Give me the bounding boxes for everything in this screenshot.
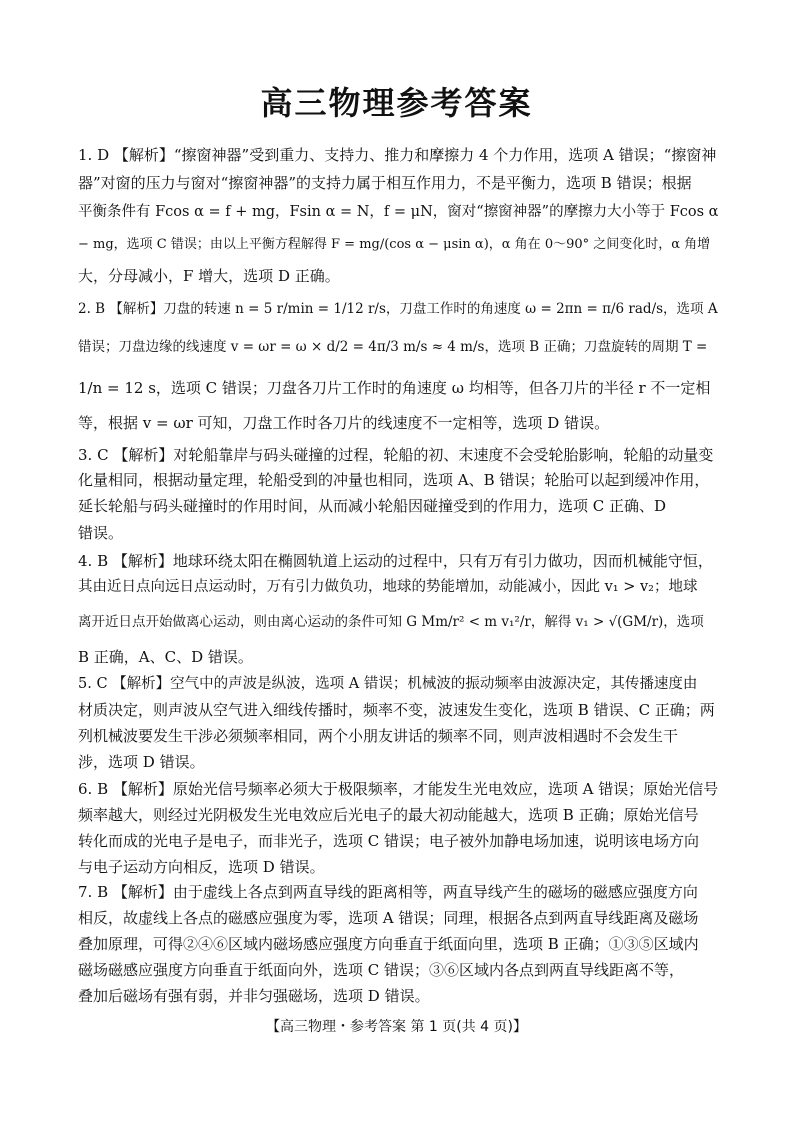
answer-6-line-4: 与电子运动方向相反，选项 D 错误。 xyxy=(78,858,325,876)
answer-1-line-4: − mg，选项 C 错误；由以上平衡方程解得 F = mg/(cos α − μsin α)，α 角在 0～90° 之间变化时，α 角增 xyxy=(78,237,711,252)
answer-3-line-4: 错误。 xyxy=(78,524,124,542)
answer-6-line-1: 6. B 【解析】原始光信号频率必须大于极限频率，才能发生光电效应，选项 A 错误；原始光信号 xyxy=(78,780,719,798)
answer-4-line-2: 其由近日点向远日点运动时，万有引力做负功，地球的势能增加，动能减小，因此 v₁ > v₂；地球 xyxy=(78,579,698,595)
answer-3-line-3: 延长轮船与码头碰撞时的作用时间，从而减小轮船因碰撞受到的作用力，选项 C 正确、D xyxy=(78,497,667,515)
answer-2-line-2: 错误；刀盘边缘的线速度 v = ωr = ω × d/2 = 4π/3 m/s ≈ 4 m/s，选项 B 正确；刀盘旋转的周期 T = xyxy=(78,339,708,355)
answer-7-line-3: 叠加原理，可得②④⑥区域内磁场感应强度方向垂直于纸面向里，选项 B 正确；①③⑤区域内 xyxy=(78,935,699,953)
answer-3-line-2: 化量相同，根据动量定理，轮船受到的冲量也相同，选项 A、B 错误；轮胎可以起到缓冲作用， xyxy=(78,471,710,489)
answer-7-line-1: 7. B 【解析】由于虚线上各点到两直导线的距离相等，两直导线产生的磁场的磁感应强度方向 xyxy=(78,883,698,901)
page-title: 高三物理参考答案 xyxy=(260,84,533,122)
answer-6-line-3: 转化而成的光电子是电子，而非光子，选项 C 错误；电子被外加静电场加速，说明该电场方向 xyxy=(78,832,700,850)
answer-2-line-4: 等，根据 v = ωr 可知，刀盘工作时各刀片的线速度不一定相等，选项 D 错误。 xyxy=(78,414,610,432)
answer-1-line-5: 大，分母减小，F 增大，选项 D 正确。 xyxy=(78,267,340,285)
answer-2-line-1: 2. B 【解析】刀盘的转速 n = 5 r/min = 1/12 r/s，刀盘工作时的角速度 ω = 2πn = π/6 rad/s，选项 A xyxy=(78,301,718,317)
answer-1-line-1: 1. D 【解析】“擦窗神器”受到重力、支持力、推力和摩擦力 4 个力作用，选项 A 错误；“擦窗神 xyxy=(78,146,717,164)
answer-7-line-4: 磁场磁感应强度方向垂直于纸面向外，选项 C 错误；③⑥区域内各点到两直导线距离不等， xyxy=(78,961,685,979)
answer-1-line-2: 器”对窗的压力与窗对“擦窗神器”的支持力属于相互作用力，不是平衡力，选项 B 错误；根据 xyxy=(78,174,692,192)
answer-1-line-3: 平衡条件有 Fcos α = f + mg，Fsin α = N，f = μN，窗对“擦窗神器”的摩擦力大小等于 Fcos α xyxy=(78,204,719,220)
answer-5-line-3: 列机械波要发生干涉必须频率相同，两个小朋友讲话的频率不同，则声波相遇时不会发生干 xyxy=(78,727,679,745)
answer-4-line-4: B 正确，A、C、D 错误。 xyxy=(78,648,253,666)
answer-2-line-3: 1/n = 12 s，选项 C 错误；刀盘各刀片工作时的角速度 ω 均相等，但各刀片的半径 r 不一定相 xyxy=(78,379,711,397)
answer-7-line-2: 相反，故虚线上各点的磁感应强度为零，选项 A 错误；同理，根据各点到两直导线距离及磁场 xyxy=(78,909,699,927)
page-footer: 【高三物理・参考答案 第 1 页(共 4 页)】 xyxy=(266,1019,527,1035)
answer-6-line-2: 频率越大，则经过光阴极发生光电效应后光电子的最大初动能越大，选项 B 正确；原始光信号 xyxy=(78,806,699,824)
answer-5-line-4: 涉，选项 D 错误。 xyxy=(78,753,205,771)
answer-7-line-5: 叠加后磁场有强有弱，并非匀强磁场，选项 D 错误。 xyxy=(78,987,430,1005)
answer-4-line-1: 4. B 【解析】地球环绕太阳在椭圆轨道上运动的过程中，只有万有引力做功，因而机械能守恒， xyxy=(78,552,713,570)
answer-3-line-1: 3. C 【解析】对轮船靠岸与码头碰撞的过程，轮船的初、末速度不会受轮胎影响，轮船的动量变 xyxy=(78,446,714,464)
answer-5-line-1: 5. C 【解析】空气中的声波是纵波，选项 A 错误；机械波的振动频率由波源决定，其传播速度由 xyxy=(78,676,698,692)
answer-5-line-2: 材质决定，则声波从空气进入细线传播时，频率不变，波速发生变化，选项 B 错误、C 正确；两 xyxy=(78,701,715,719)
answer-4-line-3: 离开近日点开始做离心运动，则由离心运动的条件可知 G Mm/r² < m v₁²/r，解得 v₁ > √(GM/r)，选项 xyxy=(78,614,704,630)
